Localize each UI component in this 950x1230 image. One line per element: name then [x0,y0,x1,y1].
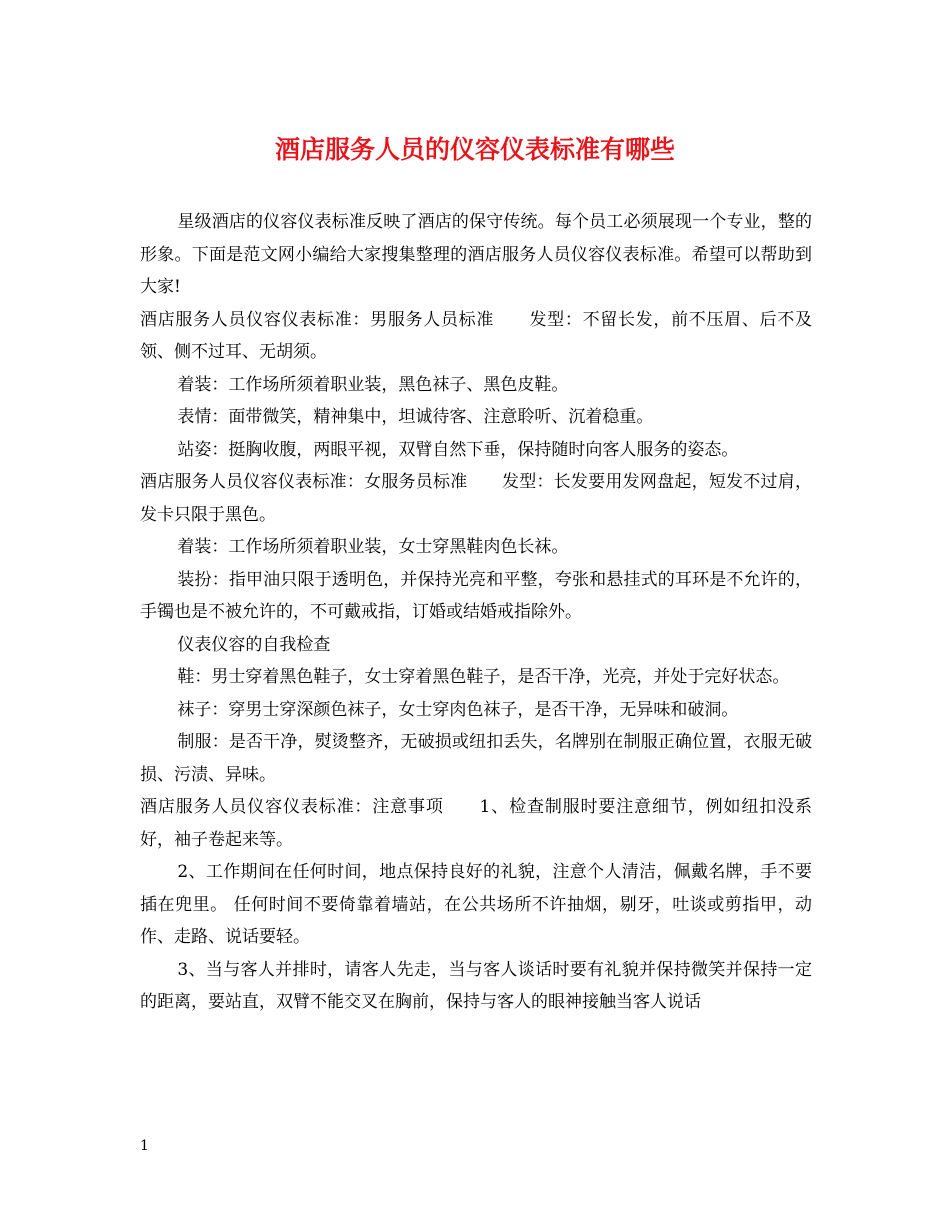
paragraph: 酒店服务人员仪容仪表标准：女服务员标准 发型：长发要用发网盘起，短发不过肩，发卡只限于黑色。 [140,472,812,525]
paragraph: 袜子：穿男士穿深颜色袜子，女士穿肉色袜子，是否干净，无异味和破洞。 [177,699,739,720]
paragraph: 表情：面带微笑，精神集中，坦诚待客、注意聆听、沉着稳重。 [177,407,654,427]
paragraph: 装扮：指甲油只限于透明色，并保持光亮和平整，夸张和悬挂式的耳环是不允许的，手镯也是不被允许的，不可戴戒指，订婚或结婚戒指除外。 [140,569,812,622]
document-body [140,206,812,1019]
paragraph: 鞋：男士穿着黑色鞋子，女士穿着黑色鞋子，是否干净，光亮，并处于完好状态。 [177,667,790,687]
paragraph: 仪表仪容的自我检查 [177,634,331,655]
paragraph: 站姿：挺胸收腹，两眼平视，双臂自然下垂，保持随时向客人服务的姿态。 [177,439,739,460]
page-number: 1 [140,1138,149,1154]
paragraph: 酒店服务人员仪容仪表标准：注意事项 1、检查制服时要注意细节，例如纽扣没系好，袖子卷起来等。 [140,797,812,850]
paragraph: 2、工作期间在任何时间，地点保持良好的礼貌，注意个人清洁，佩戴名牌，手不要插在兜里。 任何时间不要倚靠着墙站，在公共场所不许抽烟，剔牙，吐谈或剪指甲，动作、走路、说话要轻。 [140,862,812,947]
paragraph: 星级酒店的仪容仪表标准反映了酒店的保守传统。每个员工必须展现一个专业，整的形象。下面是范文网小编给大家搜集整理的酒店服务人员仪容仪表标准。希望可以帮助到大家! [140,212,812,297]
paragraph: 3、当与客人并排时，请客人先走，当与客人谈话时要有礼貌并保持微笑并保持一定的距离，要站直，双臂不能交叉在胸前，保持与客人的眼神接触当客人说话 [140,959,812,1012]
paragraph: 制服：是否干净，熨烫整齐，无破损或纽扣丢失，名牌别在制服正确位置，衣服无破损、污渍、异味。 [140,732,812,785]
document-title: 酒店服务人员的仪容仪表标准有哪些 [274,135,675,164]
paragraph: 酒店服务人员仪容仪表标准：男服务人员标准 发型：不留长发，前不压眉、后不及领、侧不过耳、无胡须。 [140,309,812,362]
paragraph: 着装：工作场所须着职业装，女士穿黑鞋肉色长袜。 [177,537,569,557]
paragraph: 着装：工作场所须着职业装，黑色袜子、黑色皮鞋。 [177,374,569,395]
